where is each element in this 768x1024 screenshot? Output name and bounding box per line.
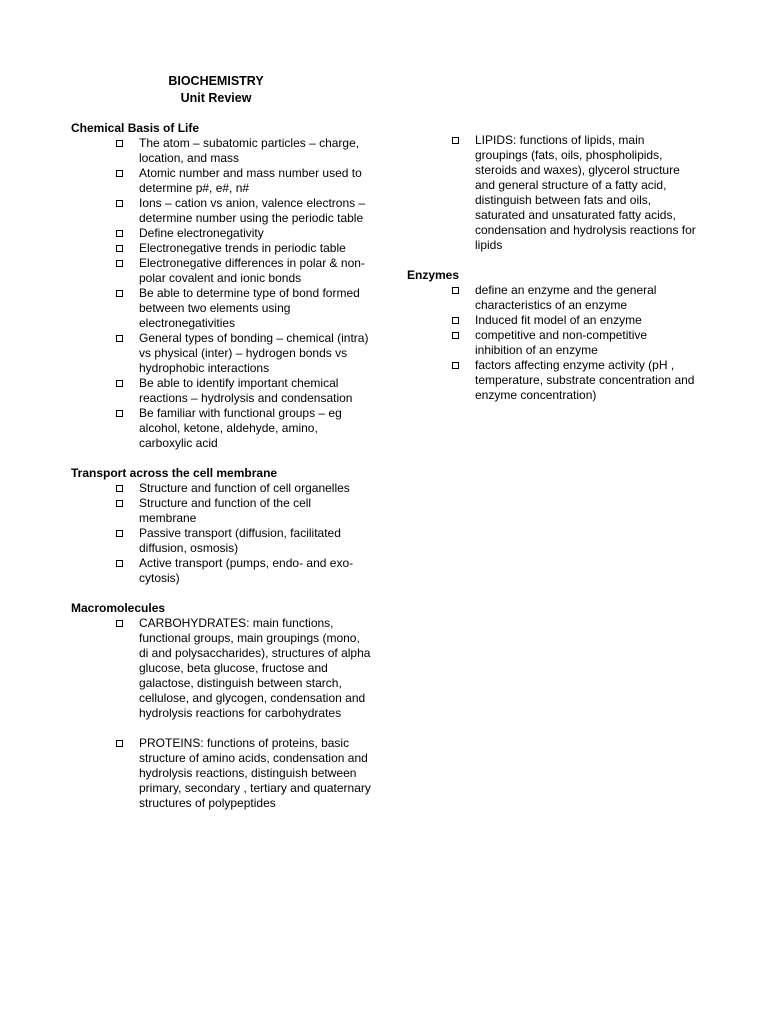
list-item: Induced fit model of an enzyme bbox=[407, 313, 697, 328]
list-item: Structure and function of the cell membrane bbox=[71, 496, 371, 526]
checkbox-bullet-icon bbox=[116, 140, 123, 147]
list-item: Electronegative trends in periodic table bbox=[71, 241, 371, 256]
checkbox-bullet-icon bbox=[116, 335, 123, 342]
checkbox-bullet-icon bbox=[116, 260, 123, 267]
checkbox-bullet-icon bbox=[116, 200, 123, 207]
checkbox-bullet-icon bbox=[452, 362, 459, 369]
checkbox-bullet-icon bbox=[116, 560, 123, 567]
list-item: factors affecting enzyme activity (pH , temperature, substrate concentration and enzyme concentration) bbox=[407, 358, 697, 403]
chemical-basis-list bbox=[71, 136, 371, 451]
lipids-list bbox=[407, 133, 697, 253]
list-item: Define electronegativity bbox=[71, 226, 371, 241]
enzymes-list bbox=[407, 283, 697, 403]
checkbox-bullet-icon bbox=[452, 137, 459, 144]
list-item: Active transport (pumps, endo- and exo- cytosis) bbox=[71, 556, 371, 586]
checkbox-bullet-icon bbox=[116, 380, 123, 387]
list-item: Structure and function of cell organelles bbox=[71, 481, 371, 496]
list-item: The atom – subatomic particles – charge, location, and mass bbox=[71, 136, 371, 166]
checkbox-bullet-icon bbox=[116, 290, 123, 297]
list-item: Atomic number and mass number used to determine p#, e#, n# bbox=[71, 166, 371, 196]
left-column bbox=[71, 121, 371, 811]
section-title-enzymes: Enzymes bbox=[407, 268, 460, 282]
section-title-transport: Transport across the cell membrane bbox=[71, 466, 278, 480]
checkbox-bullet-icon bbox=[452, 287, 459, 294]
list-item: Be able to identify important chemical reactions – hydrolysis and condensation bbox=[71, 376, 371, 406]
checkbox-bullet-icon bbox=[116, 245, 123, 252]
checkbox-bullet-icon bbox=[116, 410, 123, 417]
section-title-macromolecules: Macromolecules bbox=[71, 601, 166, 615]
macromolecules-list-continued bbox=[71, 736, 371, 811]
title-block bbox=[100, 73, 332, 107]
list-item: CARBOHYDRATES: main functions, functional groups, main groupings (mono, di and polysaccharides), structures of alpha glucose, beta glucose, fructose and galactose, distinguish between starch, cellulose, and glycogen, condensation and hydrolysis reactions for carbohydrates bbox=[71, 616, 371, 721]
checkbox-bullet-icon bbox=[116, 740, 123, 747]
checkbox-bullet-icon bbox=[116, 230, 123, 237]
right-column bbox=[407, 133, 697, 403]
list-item: Passive transport (diffusion, facilitated diffusion, osmosis) bbox=[71, 526, 371, 556]
list-item: Electronegative differences in polar & non-polar covalent and ionic bonds bbox=[71, 256, 371, 286]
list-item: Ions – cation vs anion, valence electrons – determine number using the periodic table bbox=[71, 196, 371, 226]
section-title-chemical-basis: Chemical Basis of Life bbox=[71, 121, 200, 135]
list-item: define an enzyme and the general characteristics of an enzyme bbox=[407, 283, 697, 313]
checkbox-bullet-icon bbox=[452, 317, 459, 324]
checkbox-bullet-icon bbox=[116, 500, 123, 507]
list-item: LIPIDS: functions of lipids, main groupings (fats, oils, phospholipids, steroids and waxes), glycerol structure and general structure of a fatty acid, distinguish between fats and oils, saturated and unsaturated fatty acids, condensation and hydrolysis reactions for lipids bbox=[407, 133, 697, 253]
macromolecules-list bbox=[71, 616, 371, 721]
checkbox-bullet-icon bbox=[452, 332, 459, 339]
list-item: competitive and non-competitive inhibition of an enzyme bbox=[407, 328, 697, 358]
list-item: PROTEINS: functions of proteins, basic structure of amino acids, condensation and hydrolysis reactions, distinguish between primary, secondary , tertiary and quaternary structures of polypeptides bbox=[71, 736, 371, 811]
transport-list bbox=[71, 481, 371, 586]
document-subtitle: Unit Review bbox=[180, 91, 252, 105]
list-item: Be able to determine type of bond formed between two elements using electronegativities bbox=[71, 286, 371, 331]
list-item: Be familiar with functional groups – eg alcohol, ketone, aldehyde, amino, carboxylic acid bbox=[71, 406, 371, 451]
checkbox-bullet-icon bbox=[116, 620, 123, 627]
checkbox-bullet-icon bbox=[116, 170, 123, 177]
list-item: General types of bonding – chemical (intra) vs physical (inter) – hydrogen bonds vs hydrophobic interactions bbox=[71, 331, 371, 376]
checkbox-bullet-icon bbox=[116, 485, 123, 492]
checkbox-bullet-icon bbox=[116, 530, 123, 537]
document-title: BIOCHEMISTRY bbox=[168, 74, 264, 88]
